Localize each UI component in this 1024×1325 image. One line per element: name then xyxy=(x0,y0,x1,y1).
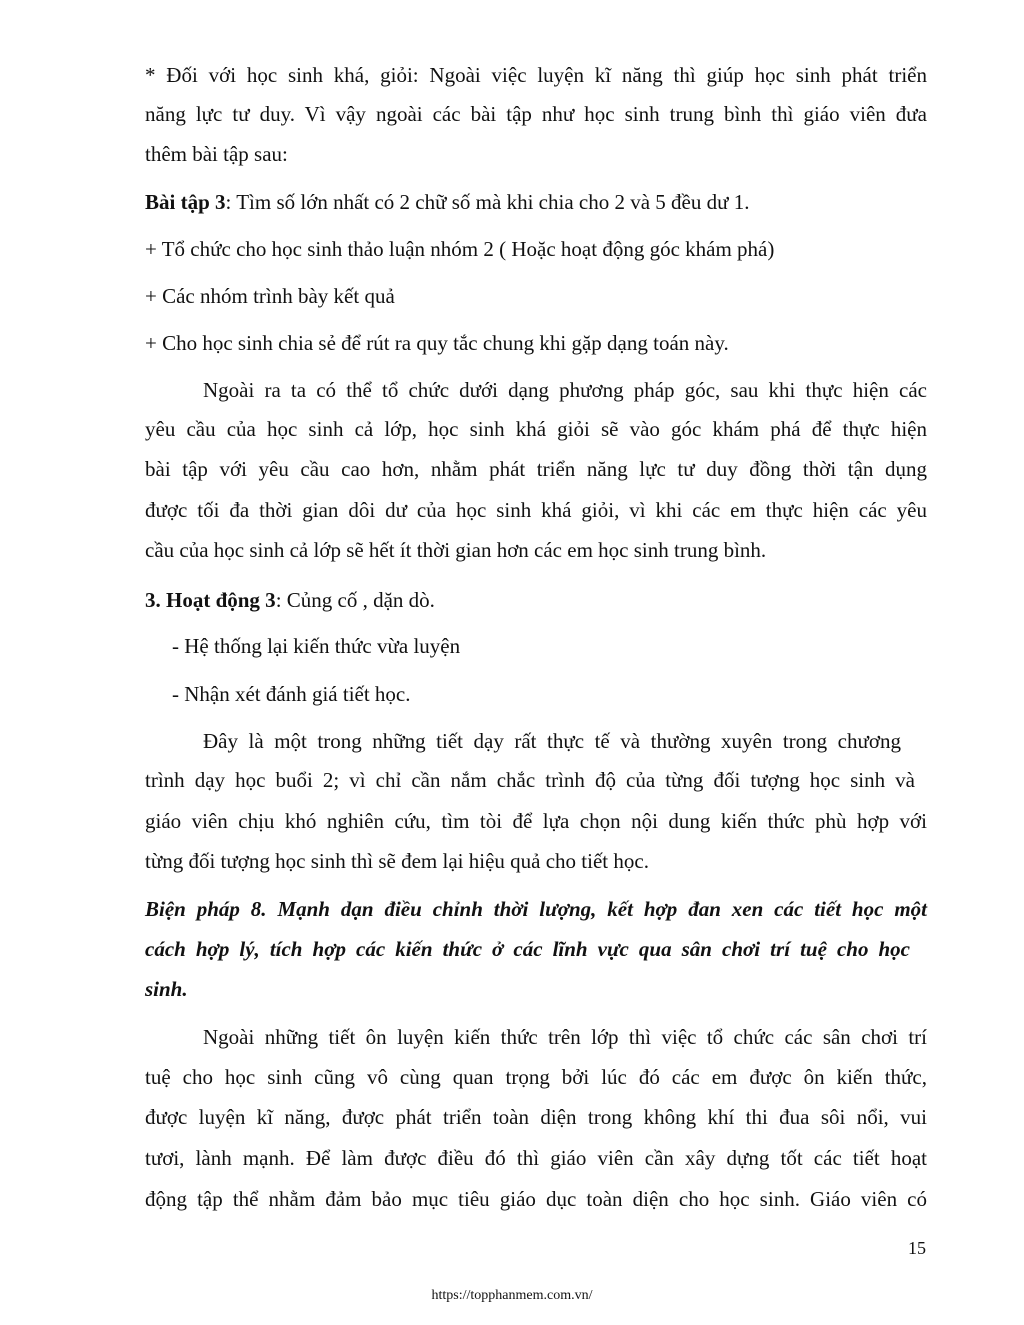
text-line: cầu của học sinh cả lớp sẽ hết ít thời gian hơn các em học sinh trung bình. xyxy=(145,538,767,562)
text-line: + Cho học sinh chia sẻ để rút ra quy tắc chung khi gặp dạng toán này. xyxy=(145,331,729,355)
measure-heading: Biện pháp 8. Mạnh dạn điều chỉnh thời lượng, kết hợp đan xen các tiết học một xyxy=(145,897,927,921)
section-label: 3. Hoạt động 3 xyxy=(145,588,276,612)
text-line: Ngoài những tiết ôn luyện kiến thức trên lớp thì việc tổ chức các sân chơi trí xyxy=(203,1025,927,1049)
text-line: bài tập với yêu cầu cao hơn, nhằm phát triển năng lực tư duy đồng thời tận dụng xyxy=(145,457,927,481)
text-line: * Đối với học sinh khá, giỏi: Ngoài việc luyện kĩ năng thì giúp học sinh phát triển xyxy=(145,63,927,87)
text-line: được tối đa thời gian dôi dư của học sinh khá giỏi, vì khi các em thực hiện các yêu xyxy=(145,498,927,522)
text-line: + Tổ chức cho học sinh thảo luận nhóm 2 ( Hoặc hoạt động góc khám phá) xyxy=(145,237,775,261)
text-line: năng lực tư duy. Vì vậy ngoài các bài tập như học sinh trung bình thì giáo viên đưa xyxy=(145,102,927,126)
measure-heading: cách hợp lý, tích hợp các kiến thức ở các lĩnh vực qua sân chơi trí tuệ cho học xyxy=(145,937,910,961)
text-line: được luyện kĩ năng, được phát triển toàn diện trong không khí thi đua sôi nổi, vui xyxy=(145,1105,927,1129)
text-line: + Các nhóm trình bày kết quả xyxy=(145,284,395,308)
text-line: giáo viên chịu khó nghiên cứu, tìm tòi để lựa chọn nội dung kiến thức phù hợp với xyxy=(145,809,927,833)
text-line: Đây là một trong những tiết dạy rất thực tế và thường xuyên trong chương xyxy=(203,729,901,753)
text-line: thêm bài tập sau: xyxy=(145,142,288,166)
exercise-label: Bài tập 3 xyxy=(145,190,226,214)
text-line: trình dạy học buổi 2; vì chỉ cần nắm chắc trình độ của từng đối tượng học sinh và xyxy=(145,768,915,792)
section-heading xyxy=(145,585,435,615)
measure-heading: sinh. xyxy=(145,977,188,1001)
page-number: 15 xyxy=(908,1238,926,1258)
text-line: từng đối tượng học sinh thì sẽ đem lại hiệu quả cho tiết học. xyxy=(145,849,649,873)
text-line: tuệ cho học sinh cũng vô cùng quan trọng bởi lúc đó các em được ôn kiến thức, xyxy=(145,1065,927,1089)
footer-url[interactable]: https://topphanmem.com.vn/ xyxy=(431,1288,593,1303)
exercise-line xyxy=(145,187,750,217)
section-text: : Củng cố , dặn dò. xyxy=(275,588,435,612)
text-line: - Hệ thống lại kiến thức vừa luyện xyxy=(172,634,461,658)
text-line: - Nhận xét đánh giá tiết học. xyxy=(172,682,411,706)
text-line: yêu cầu của học sinh cả lớp, học sinh khá giỏi sẽ vào góc khám phá để thực hiện xyxy=(145,417,927,441)
text-line: tươi, lành mạnh. Để làm được điều đó thì giáo viên cần xây dựng tốt các tiết hoạt xyxy=(145,1146,927,1170)
text-line: Ngoài ra ta có thể tổ chức dưới dạng phương pháp góc, sau khi thực hiện các xyxy=(203,378,927,402)
exercise-text: : Tìm số lớn nhất có 2 chữ số mà khi chia cho 2 và 5 đều dư 1. xyxy=(225,190,750,214)
text-line: động tập thể nhằm đảm bảo mục tiêu giáo dục toàn diện cho học sinh. Giáo viên có xyxy=(145,1187,927,1211)
